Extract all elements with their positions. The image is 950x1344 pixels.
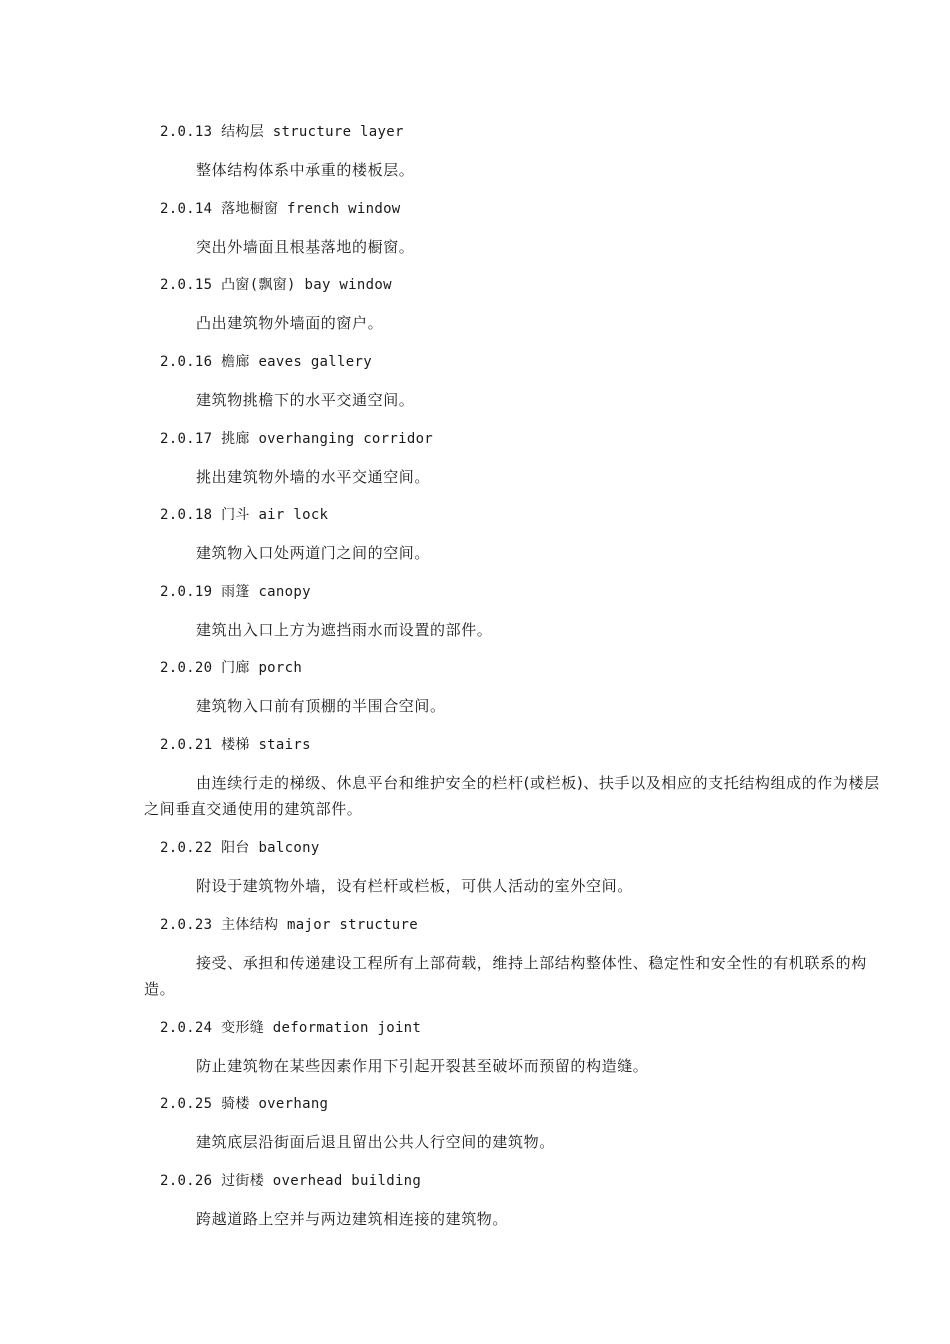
term-heading	[160, 505, 328, 525]
term-number: 2.0.21	[160, 737, 213, 753]
term-heading	[160, 199, 401, 219]
term-heading	[160, 1018, 421, 1038]
term-cn: 雨篷	[221, 584, 250, 600]
term-cn: 门廊	[221, 660, 250, 676]
term-cn: 落地橱窗	[221, 201, 279, 217]
term-en: overhanging corridor	[258, 431, 434, 447]
term-number: 2.0.22	[160, 840, 213, 856]
term-en: structure layer	[272, 124, 404, 140]
term-definition: 挑出建筑物外墙的水平交通空间。	[196, 468, 431, 486]
term-en: balcony	[258, 840, 320, 856]
term-en: major structure	[287, 917, 418, 933]
term-cn: 挑廊	[221, 431, 250, 447]
term-definition: 接受、承担和传递建设工程所有上部荷载，维持上部结构整体性、稳定性和安全性的有机联系的构造。	[144, 954, 867, 998]
term-definition: 整体结构体系中承重的楼板层。	[196, 161, 415, 179]
term-cn: 阳台	[221, 840, 250, 856]
term-heading	[160, 429, 433, 449]
term-en: overhang	[258, 1096, 329, 1112]
term-en: french window	[287, 201, 401, 217]
term-definition: 凸出建筑物外墙面的窗户。	[196, 314, 384, 332]
term-number: 2.0.19	[160, 584, 213, 600]
term-heading	[160, 275, 392, 295]
term-heading	[160, 915, 418, 935]
term-definition: 建筑物入口处两道门之间的空间。	[196, 544, 431, 562]
term-en: canopy	[258, 584, 311, 600]
term-number: 2.0.14	[160, 201, 213, 217]
term-number: 2.0.18	[160, 507, 213, 523]
term-cn: 楼梯	[221, 737, 250, 753]
term-number: 2.0.16	[160, 354, 213, 370]
term-number: 2.0.17	[160, 431, 213, 447]
term-heading	[160, 658, 302, 678]
term-en: overhead building	[272, 1173, 422, 1189]
term-number: 2.0.23	[160, 917, 213, 933]
term-heading	[160, 352, 372, 372]
term-en: air lock	[258, 507, 329, 523]
term-en: porch	[258, 660, 303, 676]
term-definition: 跨越道路上空并与两边建筑相连接的建筑物。	[196, 1210, 509, 1228]
term-heading	[160, 582, 311, 602]
term-heading	[160, 838, 320, 858]
term-heading	[160, 1171, 421, 1191]
term-heading	[160, 122, 404, 142]
term-cn: 主体结构	[221, 917, 279, 933]
term-en: deformation joint	[272, 1020, 422, 1036]
term-definition: 由连续行走的梯级、休息平台和维护安全的栏杆(或栏板)、扶手以及相应的支托结构组成的作为楼层之间垂直交通使用的建筑部件。	[144, 774, 880, 818]
term-number: 2.0.13	[160, 124, 213, 140]
term-cn: 门斗	[221, 507, 250, 523]
term-definition: 建筑物挑檐下的水平交通空间。	[196, 391, 415, 409]
term-cn: 檐廊	[221, 354, 250, 370]
term-en: stairs	[258, 737, 311, 753]
term-cn: 凸窗(飘窗)	[221, 277, 296, 293]
term-heading	[160, 735, 311, 755]
term-definition: 突出外墙面且根基落地的橱窗。	[196, 238, 415, 256]
term-en: bay window	[304, 277, 392, 293]
term-cn: 骑楼	[221, 1096, 250, 1112]
term-number: 2.0.20	[160, 660, 213, 676]
term-number: 2.0.26	[160, 1173, 213, 1189]
term-definition: 建筑底层沿街面后退且留出公共人行空间的建筑物。	[196, 1133, 555, 1151]
term-definition: 防止建筑物在某些因素作用下引起开裂甚至破坏而预留的构造缝。	[196, 1057, 649, 1075]
term-cn: 结构层	[221, 124, 265, 140]
term-definition: 建筑物入口前有顶棚的半围合空间。	[196, 697, 446, 715]
term-cn: 过街楼	[221, 1173, 265, 1189]
term-en: eaves gallery	[258, 354, 372, 370]
term-definition: 建筑出入口上方为遮挡雨水而设置的部件。	[196, 621, 493, 639]
term-number: 2.0.15	[160, 277, 213, 293]
term-cn: 变形缝	[221, 1020, 265, 1036]
term-number: 2.0.25	[160, 1096, 213, 1112]
term-definition: 附设于建筑物外墙，设有栏杆或栏板，可供人活动的室外空间。	[196, 877, 633, 895]
term-heading	[160, 1094, 328, 1114]
term-number: 2.0.24	[160, 1020, 213, 1036]
